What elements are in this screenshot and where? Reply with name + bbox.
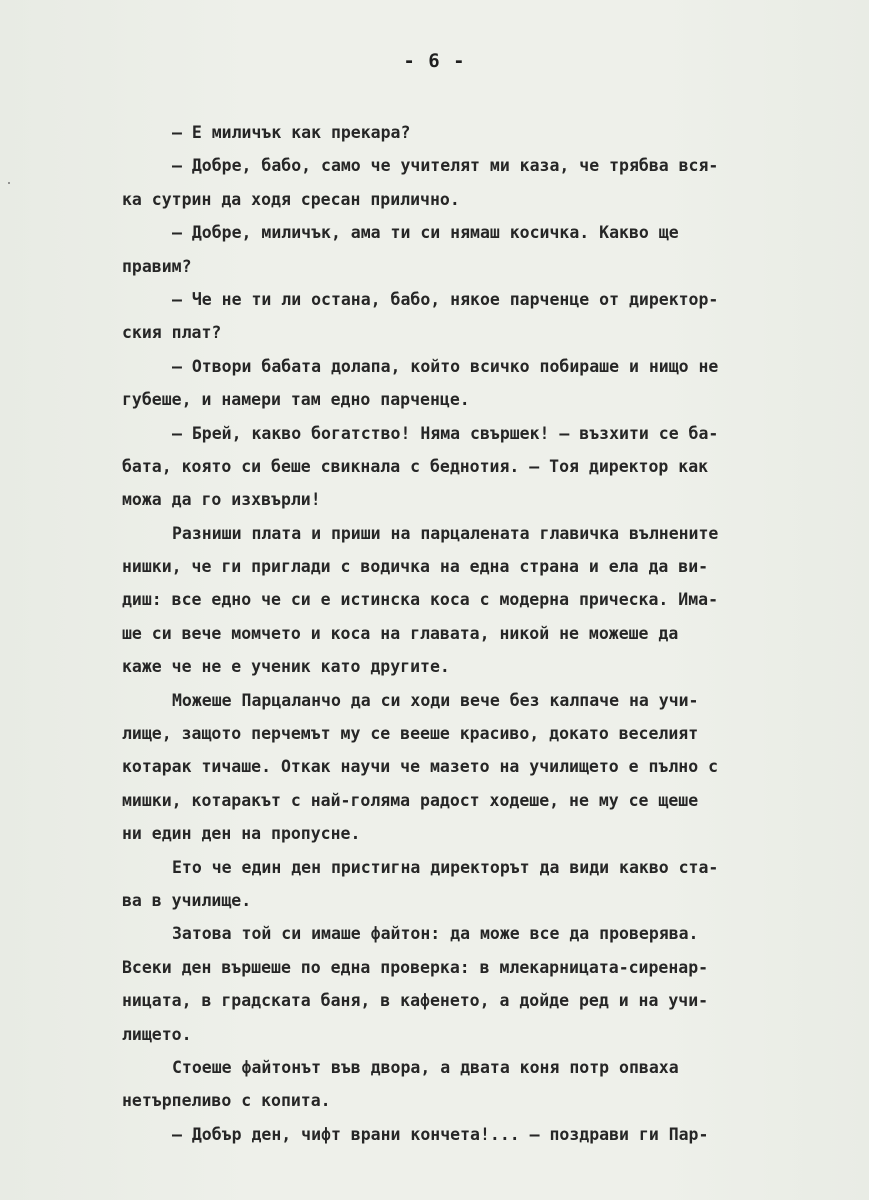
text-line: – Добре, бабо, само че учителят ми каза, че трябва вся- — [172, 156, 719, 176]
text-line: ка сутрин да ходя сресан прилично. — [122, 189, 460, 209]
text-line: нетърпеливо с копита. — [122, 1091, 331, 1111]
text-line: – Че не ти ли остана, бабо, някое парченце от директор- — [172, 289, 719, 309]
text-line: – Брей, какво богатство! Няма свършек! – възхити се ба- — [172, 423, 719, 443]
text-line: ва в училище. — [122, 890, 252, 910]
text-line: можа да го изхвърли! — [122, 490, 321, 510]
text-line: – Добре, миличък, ама ти си нямаш косичка. Какво ще — [172, 223, 679, 243]
text-line: правим? — [122, 256, 192, 276]
text-line: нишки, че ги приглади с водичка на една страна и ела да ви- — [122, 557, 709, 577]
text-line: ския плат? — [122, 323, 222, 343]
text-line: каже че не е ученик като другите. — [122, 657, 450, 677]
text-line: Стоеше файтонът във двора, а двата коня потр опваха — [172, 1057, 679, 1077]
text-line: Разниши плата и приши на парцалената главичка вълнените — [172, 523, 719, 543]
margin-speck — [8, 182, 10, 184]
text-line: ницата, в градската баня, в кафенето, а дойде ред и на учи- — [122, 991, 709, 1011]
text-line: Ето че един ден пристигна директорът да види какво ста- — [172, 857, 719, 877]
text-line: – Добър ден, чифт врани кончета!... – поздрави ги Пар- — [172, 1124, 709, 1144]
text-line: котарак тичаше. Откак научи че мазето на училището е пълно с — [122, 757, 719, 777]
text-line: лище, защото перчемът му се вееше красиво, докато веселият — [122, 724, 699, 744]
text-line: Затова той си имаше файтон: да може все да проверява. — [172, 924, 699, 944]
text-line: ни един ден на пропусне. — [122, 824, 361, 844]
body-text — [122, 116, 862, 1151]
text-line: Всеки ден вършеше по една проверка: в млекарницата-сиренар- — [122, 957, 709, 977]
text-line: – Е миличък как прекара? — [172, 123, 411, 142]
text-line: ше си вече момчето и коса на главата, никой не можеше да — [122, 623, 679, 643]
text-line: диш: все едно че си е истинска коса с модерна прическа. Има- — [122, 590, 719, 610]
text-line: Можеше Парцаланчо да си ходи вече без калпаче на учи- — [172, 690, 699, 710]
text-line: лището. — [122, 1024, 192, 1044]
text-line: – Отвори бабата долапа, който всичко побираше и нищо не — [172, 356, 719, 376]
text-line: мишки, котаракът с най-голяма радост ходеше, не му се щеше — [122, 790, 699, 810]
page-number: - 6 - — [403, 50, 466, 72]
text-line: бата, която си беше свикнала с беднотия. – Тоя директор как — [122, 456, 709, 476]
text-line: губеше, и намери там едно парченце. — [122, 390, 470, 410]
